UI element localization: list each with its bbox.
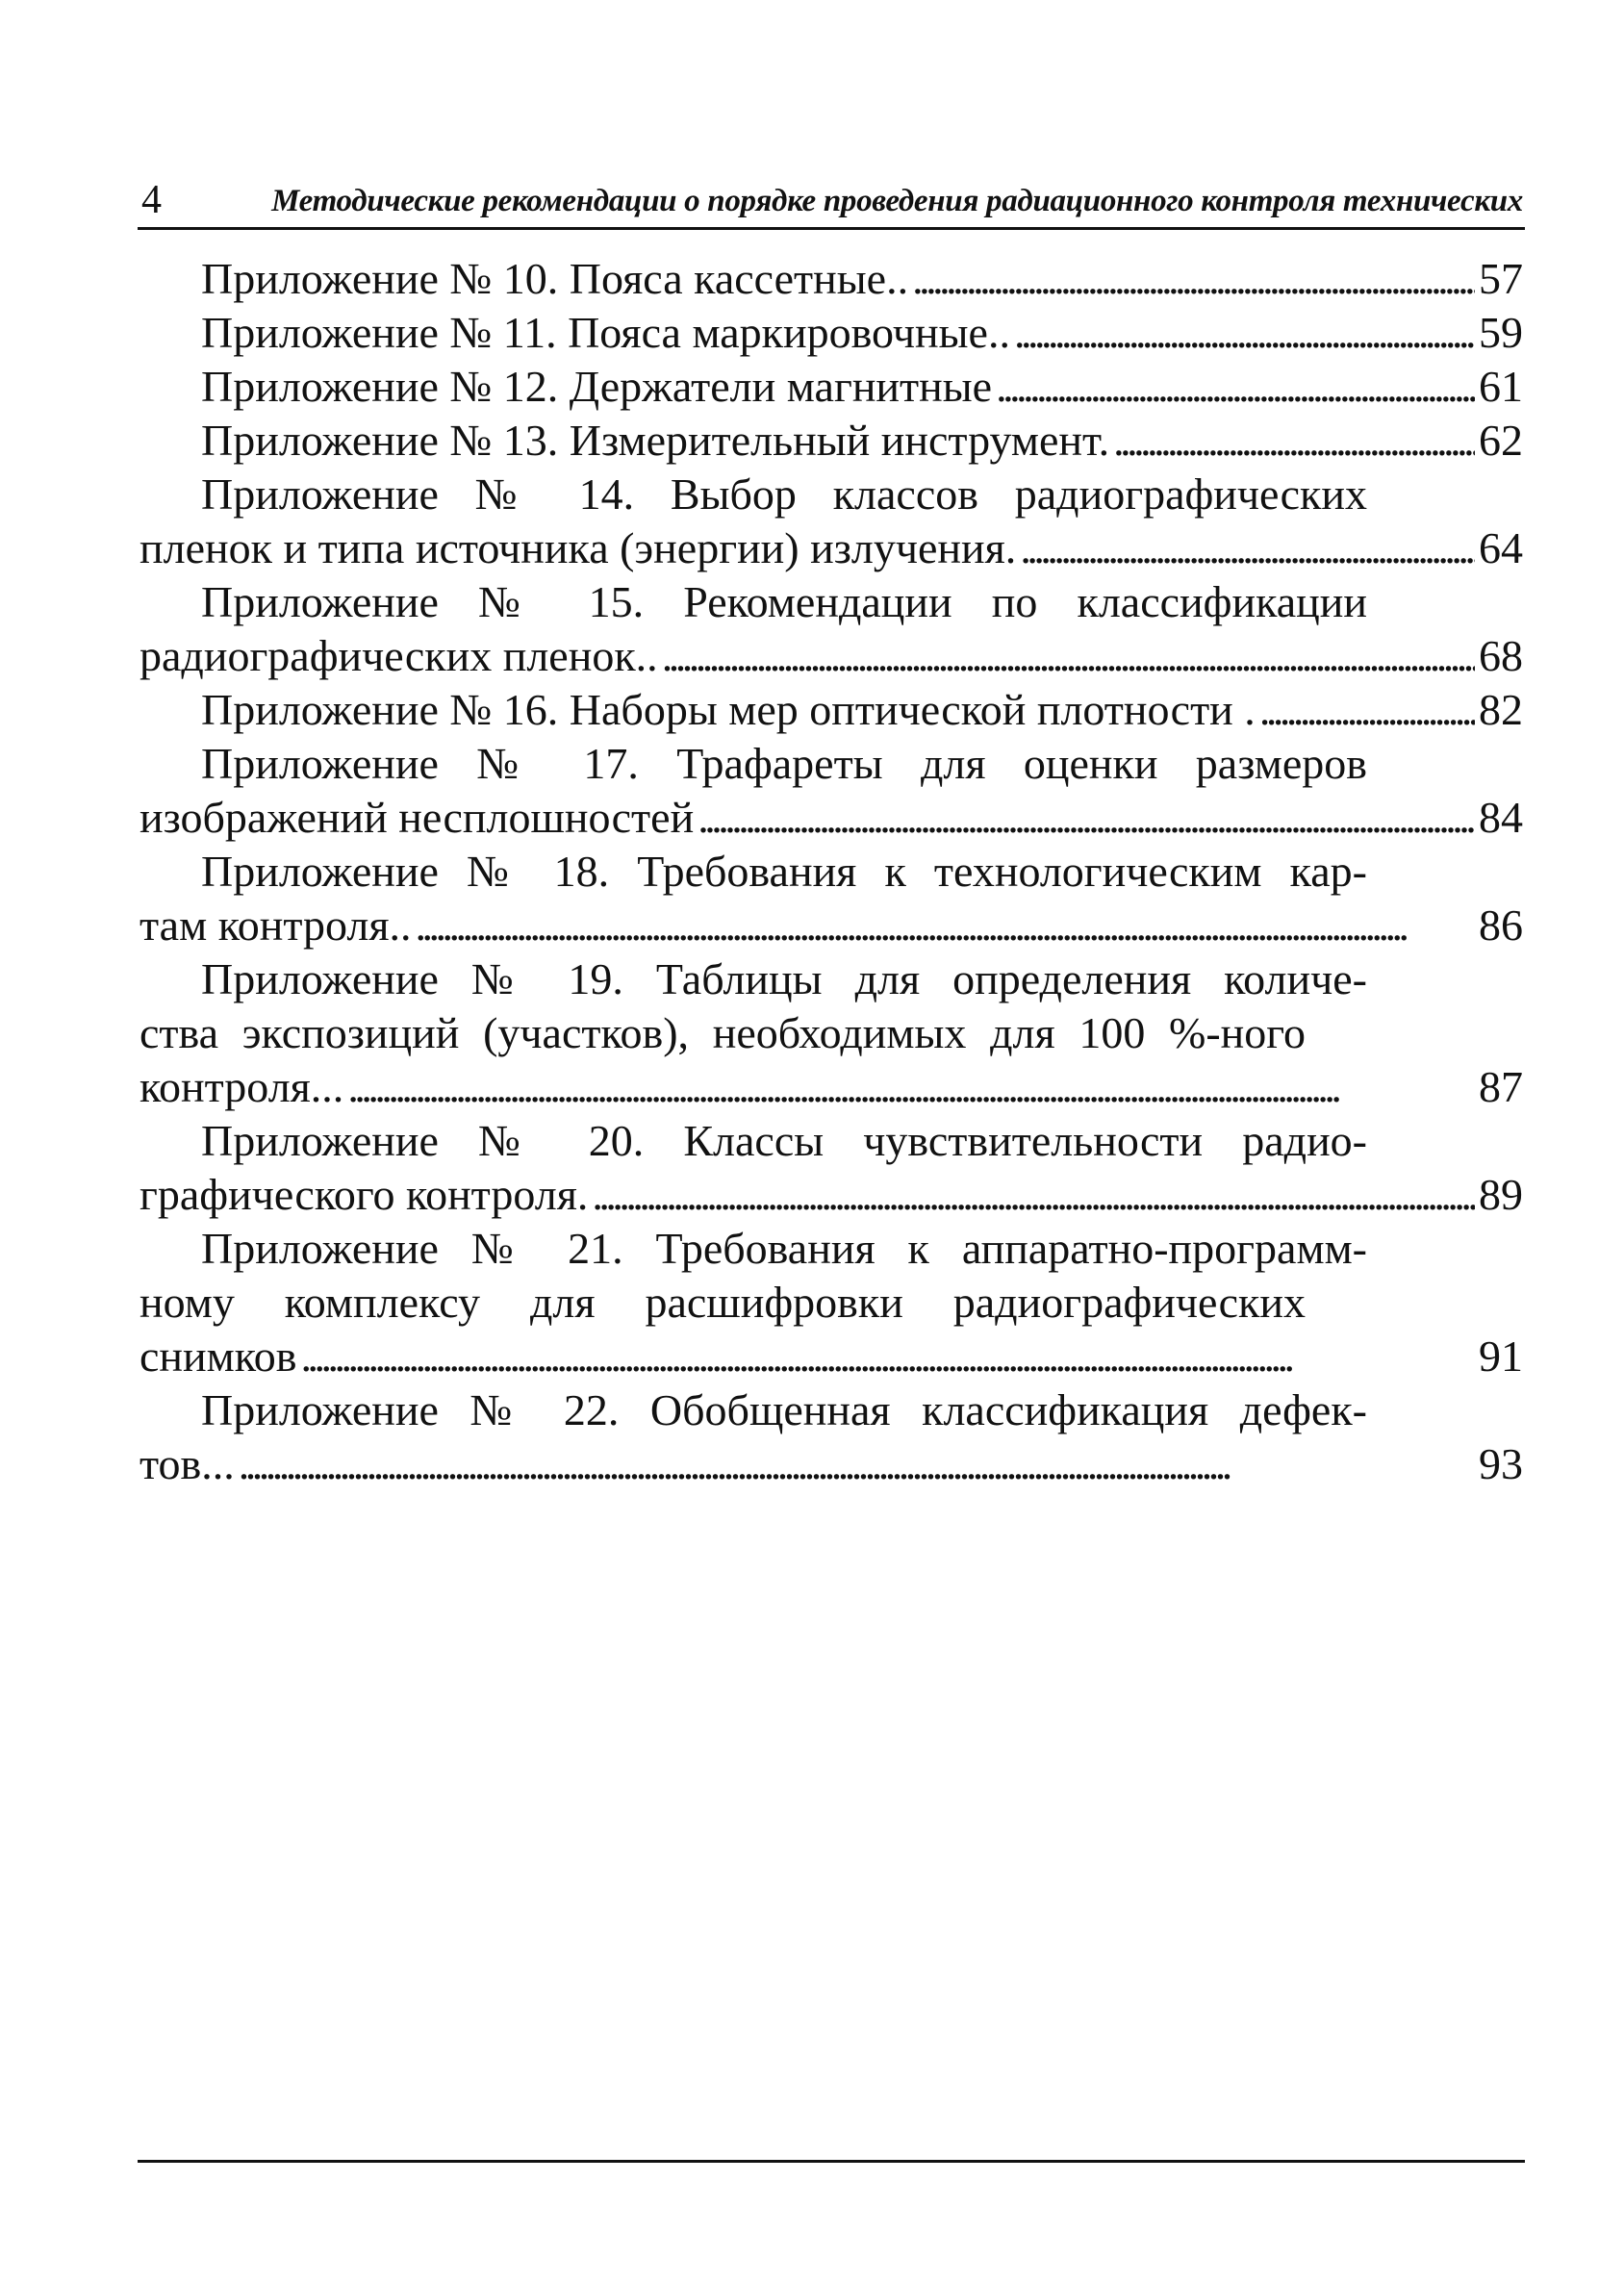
dot-leader	[662, 629, 1475, 683]
dot-leader	[1259, 683, 1475, 737]
table-of-contents	[140, 252, 1523, 1491]
toc-line: Приложение № 22. Обобщенная классификация дефек-	[201, 1385, 1367, 1434]
dot-leader	[698, 791, 1475, 845]
toc-line: Приложение № 21. Требования к аппаратно-программ-	[201, 1224, 1367, 1273]
toc-entry	[140, 737, 1523, 845]
toc-line	[140, 629, 1523, 683]
toc-line	[140, 1060, 1523, 1114]
toc-line	[140, 1168, 1523, 1222]
toc-entry	[140, 1114, 1523, 1222]
toc-line: Приложение № 20. Классы чувствительности радио-	[201, 1116, 1367, 1165]
toc-entry-text: радиографических пленок..	[140, 631, 658, 680]
toc-page-number: 61	[1479, 362, 1523, 411]
toc-line	[140, 360, 1523, 414]
toc-entry	[140, 1383, 1523, 1491]
toc-line: Приложение № 19. Таблицы для определения количе-	[201, 954, 1367, 1003]
toc-entry-text: там контроля..	[140, 901, 412, 950]
toc-entry	[140, 414, 1523, 468]
toc-page-number: 91	[1479, 1332, 1523, 1381]
toc-line	[140, 791, 1523, 845]
toc-line	[140, 252, 1523, 306]
toc-entry	[140, 252, 1523, 306]
toc-page-number: 59	[1479, 308, 1523, 357]
dot-leader	[912, 252, 1475, 306]
toc-page-number: 64	[1479, 523, 1523, 572]
toc-entry-text: снимков	[140, 1332, 297, 1381]
toc-entry	[140, 306, 1523, 360]
toc-line: Приложение № 14. Выбор классов радиографических	[201, 469, 1367, 519]
toc-line	[140, 521, 1523, 575]
toc-entry	[140, 1222, 1523, 1383]
toc-entry	[140, 575, 1523, 683]
toc-line	[140, 306, 1523, 360]
toc-line	[140, 414, 1523, 468]
toc-entry-text: Приложение № 11. Пояса маркировочные..	[201, 308, 1010, 357]
toc-page-number: 89	[1479, 1170, 1523, 1219]
dot-leader	[592, 1168, 1475, 1222]
toc-line: ному комплексу для расшифровки радиографических	[140, 1278, 1306, 1327]
toc-line	[140, 1330, 1523, 1383]
toc-line: Приложение № 18. Требования к технологическим кар-	[201, 847, 1367, 896]
toc-line: ства экспозиций (участков), необходимых для 100 %-ного	[140, 1008, 1306, 1057]
toc-entry	[140, 845, 1523, 952]
dot-leader	[1014, 306, 1475, 360]
toc-page-number: 84	[1479, 793, 1523, 842]
footer-rule	[138, 2160, 1525, 2163]
toc-line	[140, 1437, 1523, 1491]
toc-entry-text: Приложение № 16. Наборы мер оптической плотности .	[201, 685, 1256, 734]
dot-leader	[239, 1437, 1475, 1491]
dot-leader	[1020, 521, 1475, 575]
running-header	[138, 173, 1525, 230]
toc-entry-text: пленок и типа источника (энергии) излучения.	[140, 523, 1017, 572]
toc-entry	[140, 360, 1523, 414]
running-title: Методические рекомендации о порядке проведения радиационного контроля технических	[271, 184, 1523, 218]
dot-leader	[1113, 414, 1475, 468]
toc-page-number: 86	[1479, 901, 1523, 950]
toc-entry-text: Приложение № 12. Держатели магнитные	[201, 362, 993, 411]
toc-page-number: 62	[1479, 416, 1523, 465]
dot-leader	[416, 899, 1476, 952]
dot-leader	[301, 1330, 1476, 1383]
toc-entry	[140, 683, 1523, 737]
toc-line: Приложение № 17. Трафареты для оценки размеров	[201, 739, 1367, 788]
toc-entry-text: изображений несплошностей	[140, 793, 695, 842]
toc-page-number: 87	[1479, 1062, 1523, 1111]
page-number: 4	[141, 178, 162, 222]
toc-page-number: 82	[1479, 685, 1523, 734]
toc-entry-text: графического контроля.	[140, 1170, 589, 1219]
toc-entry-text: Приложение № 13. Измерительный инструмент.	[201, 416, 1110, 465]
toc-entry	[140, 952, 1523, 1114]
toc-page-number: 57	[1479, 254, 1523, 303]
toc-entry-text: Приложение № 10. Пояса кассетные..	[201, 254, 909, 303]
toc-line: Приложение № 15. Рекомендации по классификации	[201, 577, 1367, 626]
toc-page-number: 68	[1479, 631, 1523, 680]
toc-page-number: 93	[1479, 1439, 1523, 1488]
toc-entry	[140, 468, 1523, 575]
dot-leader	[996, 360, 1475, 414]
dot-leader	[347, 1060, 1475, 1114]
toc-entry-text: тов...	[140, 1439, 235, 1488]
toc-line	[140, 899, 1523, 952]
toc-entry-text: контроля...	[140, 1062, 344, 1111]
toc-line	[140, 683, 1523, 737]
